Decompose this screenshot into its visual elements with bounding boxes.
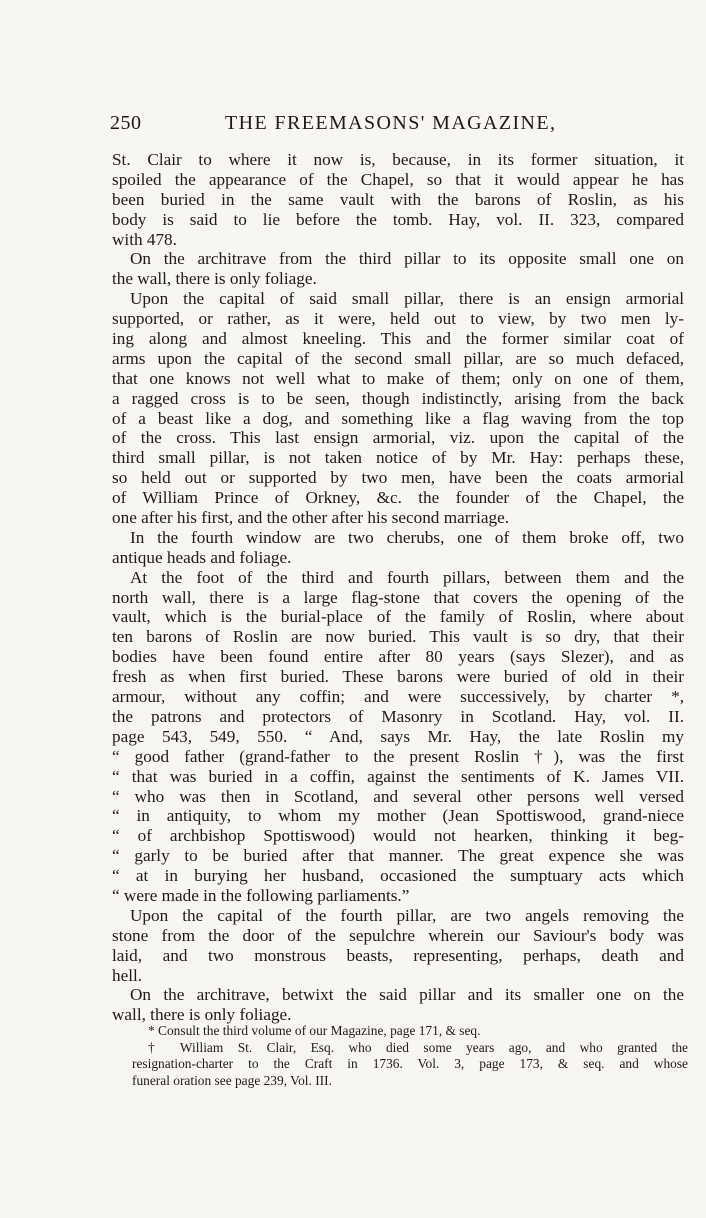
text-line-32: “ that was buried in a coffin, against the sentiments of K. James VII. <box>112 766 684 786</box>
footnote-line-3: resignation-charter to the Craft in 1736. Vol. 3, page 173, & seq. and whose <box>132 1056 688 1071</box>
text-line-7: the wall, there is only foliage. <box>112 269 317 289</box>
text-line-19: one after his first, and the other after his second marriage. <box>112 508 510 528</box>
text-line-14: of a beast like a dog, and something like a flag waving from the top <box>112 408 684 428</box>
text-line-40: stone from the door of the sepulchre wherein our Saviour's body was <box>112 925 684 945</box>
text-line-11: arms upon the capital of the second small pillar, are so much defaced, <box>112 348 684 368</box>
running-title: THE FREEMASONS' MAGAZINE, <box>225 112 557 134</box>
text-line-22: At the foot of the third and fourth pillars, between them and the <box>130 567 684 587</box>
text-line-21: antique heads and foliage. <box>112 547 292 567</box>
text-line-25: ten barons of Roslin are now buried. This vault is so dry, that their <box>112 627 684 647</box>
text-line-29: the patrons and protectors of Masonry in Scotland. Hay, vol. II. <box>112 706 684 726</box>
text-line-36: “ garly to be buried after that manner. The great expence she was <box>112 846 684 866</box>
text-line-41: laid, and two monstrous beasts, representing, perhaps, death and <box>112 945 684 965</box>
footnote-line-2: † William St. Clair, Esq. who died some years ago, and who granted the <box>148 1039 688 1055</box>
text-line-6: On the architrave from the third pillar to its opposite small one on <box>130 249 684 269</box>
text-line-18: of William Prince of Orkney, &c. the founder of the Chapel, the <box>112 488 684 508</box>
text-line-23: north wall, there is a large flag-stone that covers the opening of the <box>112 587 684 607</box>
text-line-2: spoiled the appearance of the Chapel, so that it would appear he has <box>112 169 684 189</box>
text-line-3: been buried in the same vault with the barons of Roslin, as his <box>112 189 684 209</box>
text-line-43: On the architrave, betwixt the said pillar and its smaller one on the <box>130 985 684 1005</box>
text-line-16: third small pillar, is not taken notice of by Mr. Hay: perhaps these, <box>112 448 684 468</box>
text-line-20: In the fourth window are two cherubs, one of them broke off, two <box>130 527 684 547</box>
text-line-17: so held out or supported by two men, have been the coats armorial <box>112 468 684 488</box>
text-line-28: armour, without any coffin; and were successively, by charter *, <box>112 687 684 707</box>
text-line-5: with 478. <box>112 229 177 249</box>
text-line-42: hell. <box>112 965 143 985</box>
footnotes <box>132 1023 688 1089</box>
text-line-12: that one knows not well what to make of them; only on one of them, <box>112 368 684 388</box>
text-line-39: Upon the capital of the fourth pillar, are two angels removing the <box>130 905 684 925</box>
text-line-44: wall, there is only foliage. <box>112 1005 292 1025</box>
text-line-1: St. Clair to where it now is, because, in its former situation, it <box>112 150 684 169</box>
text-line-27: fresh as when first buried. These barons were buried of old in their <box>112 667 684 687</box>
text-line-9: supported, or rather, as it were, held out to view, by two men ly- <box>112 309 684 329</box>
text-line-38: “ were made in the following parliaments.” <box>112 885 410 905</box>
page-header <box>110 112 690 142</box>
text-line-4: body is said to lie before the tomb. Hay, vol. II. 323, compared <box>112 209 684 229</box>
text-line-13: a ragged cross is to be seen, though indistinctly, arising from the back <box>112 388 684 408</box>
text-line-34: “ in antiquity, to whom my mother (Jean Spottiswood, grand-niece <box>112 806 684 826</box>
footnote-line-4: funeral oration see page 239, Vol. III. <box>132 1072 332 1088</box>
text-line-10: ing along and almost kneeling. This and the former similar coat of <box>112 329 684 349</box>
text-line-35: “ of archbishop Spottiswood) would not hearken, thinking it beg- <box>112 826 684 846</box>
page-number: 250 <box>110 112 142 134</box>
text-line-31: “ good father (grand-father to the present Roslin †), was the first <box>112 746 684 766</box>
body-text <box>112 150 684 1025</box>
text-line-24: vault, which is the burial-place of the family of Roslin, where about <box>112 607 684 627</box>
text-line-15: of the cross. This last ensign armorial, viz. upon the capital of the <box>112 428 684 448</box>
text-line-30: page 543, 549, 550. “ And, says Mr. Hay, the late Roslin my <box>112 726 684 746</box>
text-line-8: Upon the capital of said small pillar, there is an ensign armorial <box>130 289 684 309</box>
text-line-26: bodies have been found entire after 80 years (says Slezer), and as <box>112 647 684 667</box>
text-line-33: “ who was then in Scotland, and several other persons well versed <box>112 786 684 806</box>
footnote-line-1: * Consult the third volume of our Magazine, page 171, & seq. <box>148 1023 481 1038</box>
text-line-37: “ at in burying her husband, occasioned the sumptuary acts which <box>112 866 684 886</box>
